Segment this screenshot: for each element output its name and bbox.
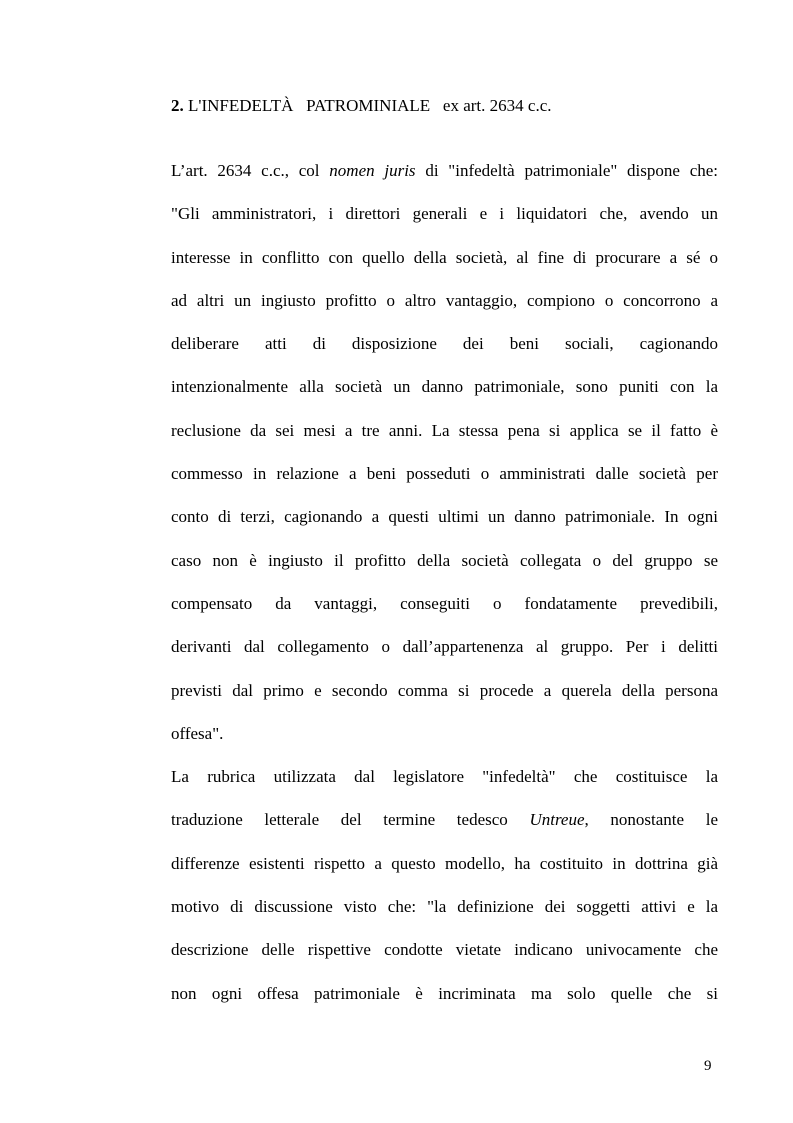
text-line xyxy=(171,452,718,495)
text-run: deliberare atti di disposizione dei beni sociali, cagionando xyxy=(171,334,718,354)
text-run: ad altri un ingiusto profitto o altro vantaggio, compiono o concorrono a xyxy=(171,290,718,310)
text-run: , nonostante le xyxy=(584,810,718,830)
text-run: differenze esistenti rispetto a questo modello, ha costituito in dottrina già xyxy=(171,853,718,873)
italic-term: nomen juris xyxy=(329,161,416,180)
text-run: La rubrica utilizzata dal legislatore "infedeltà" che costituisce la xyxy=(171,767,718,787)
italic-term: Untreue xyxy=(529,810,585,830)
text-run: non ogni offesa patrimoniale è incriminata ma solo quelle che si xyxy=(171,983,718,1003)
text-line xyxy=(171,365,718,408)
text-line xyxy=(171,192,718,235)
section-number: 2. xyxy=(171,96,184,115)
text-run: derivanti dal collegamento o dall’appartenenza al gruppo. Per i delitti xyxy=(171,637,718,657)
text-run: "Gli amministratori, i direttori generali e i liquidatori che, avendo un xyxy=(171,204,718,224)
text-line xyxy=(171,149,718,192)
text-line xyxy=(171,885,718,928)
text-run: L’art. 2634 c.c., col xyxy=(171,161,330,180)
text-line xyxy=(171,322,718,365)
text-run: commesso in relazione a beni posseduti o amministrati dalle società per xyxy=(171,464,718,484)
text-line xyxy=(171,625,718,668)
text-run: traduzione letterale del termine tedesco xyxy=(171,810,530,830)
text-run: conto di terzi, cagionando a questi ultimi un danno patrimoniale. In ogni xyxy=(171,507,718,527)
body-text xyxy=(171,149,718,1015)
text-run: previsti dal primo e secondo comma si procede a querela della persona xyxy=(171,680,718,700)
text-line xyxy=(171,495,718,538)
text-line xyxy=(171,712,718,755)
text-run: intenzionalmente alla società un danno patrimoniale, sono puniti con la xyxy=(171,377,718,397)
text-run: compensato da vantaggi, conseguiti o fondatamente prevedibili, xyxy=(171,593,718,613)
text-line xyxy=(171,798,718,841)
text-run: descrizione delle rispettive condotte vietate indicano univocamente che xyxy=(171,940,718,960)
text-line xyxy=(171,539,718,582)
text-line xyxy=(171,669,718,712)
text-run: offesa". xyxy=(171,723,224,743)
text-run: di "infedeltà patrimoniale" dispone che: xyxy=(415,161,719,180)
text-run: caso non è ingiusto il profitto della società collegata o del gruppo se xyxy=(171,550,718,570)
text-run: interesse in conflitto con quello della società, al fine di procurare a sé o xyxy=(171,247,718,267)
page-number: 9 xyxy=(704,1058,712,1074)
text-line xyxy=(171,842,718,885)
text-line xyxy=(171,279,718,322)
text-line xyxy=(171,409,718,452)
text-run: motivo di discussione visto che: "la definizione dei soggetti attivi e la xyxy=(171,897,718,917)
text-line xyxy=(171,755,718,798)
text-line xyxy=(171,972,718,1015)
text-line xyxy=(171,236,718,279)
text-line xyxy=(171,582,718,625)
text-run: reclusione da sei mesi a tre anni. La stessa pena si applica se il fatto è xyxy=(171,420,718,440)
section-title: L'INFEDELTÀ PATROMINIALE ex art. 2634 c.c. xyxy=(188,96,552,115)
text-line xyxy=(171,928,718,971)
section-heading xyxy=(171,94,551,118)
